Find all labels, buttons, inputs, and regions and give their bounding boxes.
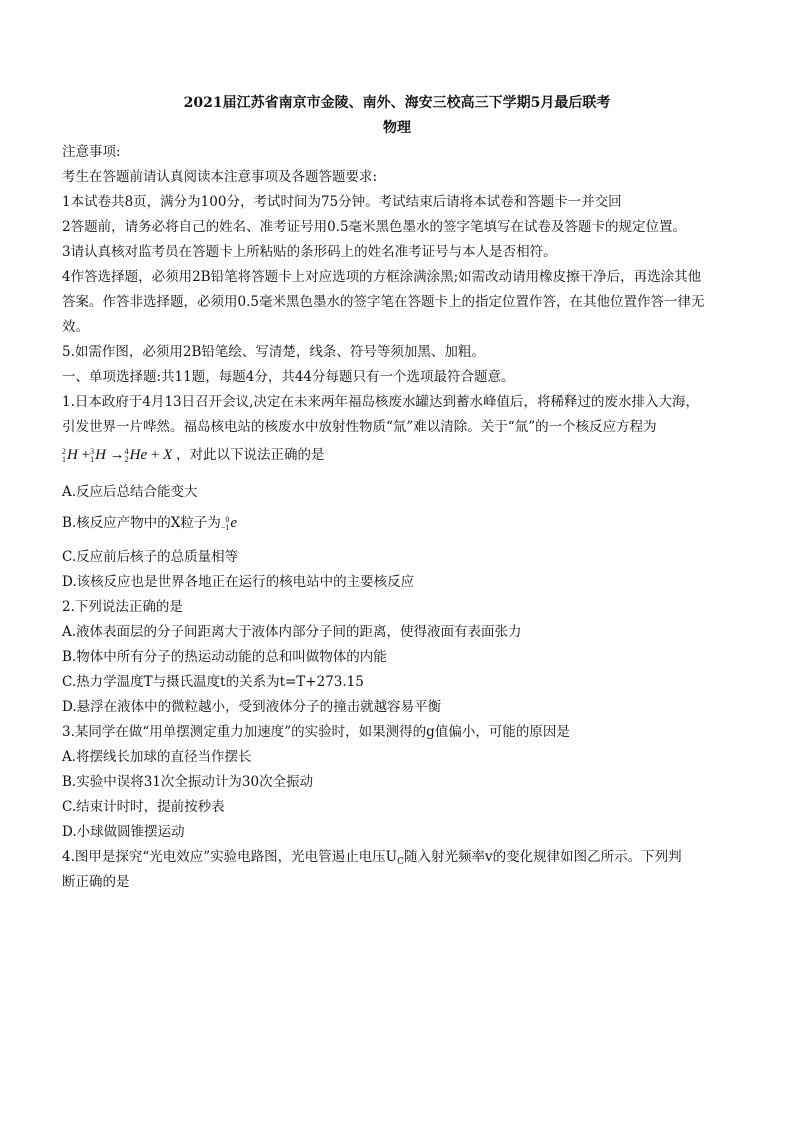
option-b: B.实验中误将31次全振动计为30次全振动: [62, 774, 314, 790]
notice-heading: 注意事项:: [62, 144, 121, 160]
notice-item: 4作答选择题，必须用2B铅笔将答题卡上对应选项的方框涂满涂黑;如需改动请用橡皮擦干净后，再选涂其他: [62, 269, 702, 285]
subject-title: 物理: [383, 120, 411, 136]
notice-item: 2答题前，请务必将自己的姓名、准考证号用0.5毫米黑色墨水的签字笔填写在试卷及答题卡的规定位置。: [62, 219, 687, 235]
notice-item: 5.如需作图，必须用2B铅笔绘、写清楚，线条、符号等须加黑、加粗。: [62, 344, 485, 360]
question-1-stem: 1.日本政府于4月13日召开会议,决定在未来两年福岛核废水罐达到蓄水峰值后，将稀释过的废水排入大海，: [62, 394, 699, 410]
question-4-stem: 断正确的是: [62, 874, 130, 890]
option-b: B.物体中所有分子的热运动动能的总和叫做物体的内能: [62, 649, 387, 665]
option-a: A.液体表面层的分子间距离大于液体内部分子间的距离，使得液面有表面张力: [62, 624, 522, 640]
option-d: D.小球做圆锥摆运动: [62, 824, 185, 840]
option-a: A.反应后总结合能变大: [62, 484, 198, 500]
question-1-formula-line: [62, 446, 325, 464]
option-d: D.该核反应也是世界各地正在运行的核电站中的主要核反应: [62, 574, 415, 590]
exam-title: 2021届江苏省南京市金陵、南外、海安三校高三下学期5月最后联考: [183, 95, 611, 111]
notice-intro: 考生在答题前请认真阅读本注意事项及各题答题要求:: [62, 169, 378, 185]
nuclear-equation: 2 1 H + 3 1 H → 4 2 He + X: [62, 446, 173, 464]
electron-symbol: 0 −1 e: [220, 514, 238, 532]
section-heading: 一、单项选择题:共11题，每题4分，共44分每题只有一个选项最符合题意。: [62, 369, 515, 385]
option-c: C.结束计时时，提前按秒表: [62, 799, 225, 815]
question-4-stem: 4.图甲是探究“光电效应”实验电路图，光电管遏止电压$U_C$随入射光频率v的变化规律如图乙所示。下列判: [62, 849, 682, 867]
option-c: C.热力学温度T与摄氏温度t的关系为t=T+273.15: [62, 674, 364, 690]
notice-item: 效。: [62, 319, 89, 335]
option-a: A.将摆线长加球的直径当作摆长: [62, 749, 252, 765]
option-c: C.反应前后核子的总质量相等: [62, 549, 239, 565]
notice-item: 答案。作答非选择题，必须用0.5毫米黑色墨水的签字笔在答题卡上的指定位置作答，在其他位置作答一律无: [62, 294, 705, 310]
notice-item: 1本试卷共8页，满分为100分，考试时间为75分钟。考试结束后请将本试卷和答题卡一并交回: [62, 194, 622, 210]
notice-item: 3请认真核对监考员在答题卡上所粘贴的条形码上的姓名准考证号与本人是否相符。: [62, 244, 557, 260]
question-3-stem: 3.某同学在做“用单摆测定重力加速度”的实验时，如果测得的g值偏小，可能的原因是: [62, 724, 570, 740]
formula-tail: ，对此以下说法正确的是: [176, 447, 325, 463]
question-1-stem: 引发世界一片哗然。福岛核电站的核废水中放射性物质“氚”难以清除。关于“氚”的一个核反应方程为: [62, 419, 657, 435]
option-d: D.悬浮在液体中的微粒越小，受到液体分子的撞击就越容易平衡: [62, 699, 442, 715]
option-b: B.核反应产物中的X粒子为 0 −1 e: [62, 514, 238, 532]
question-2-stem: 2.下列说法正确的是: [62, 599, 183, 615]
